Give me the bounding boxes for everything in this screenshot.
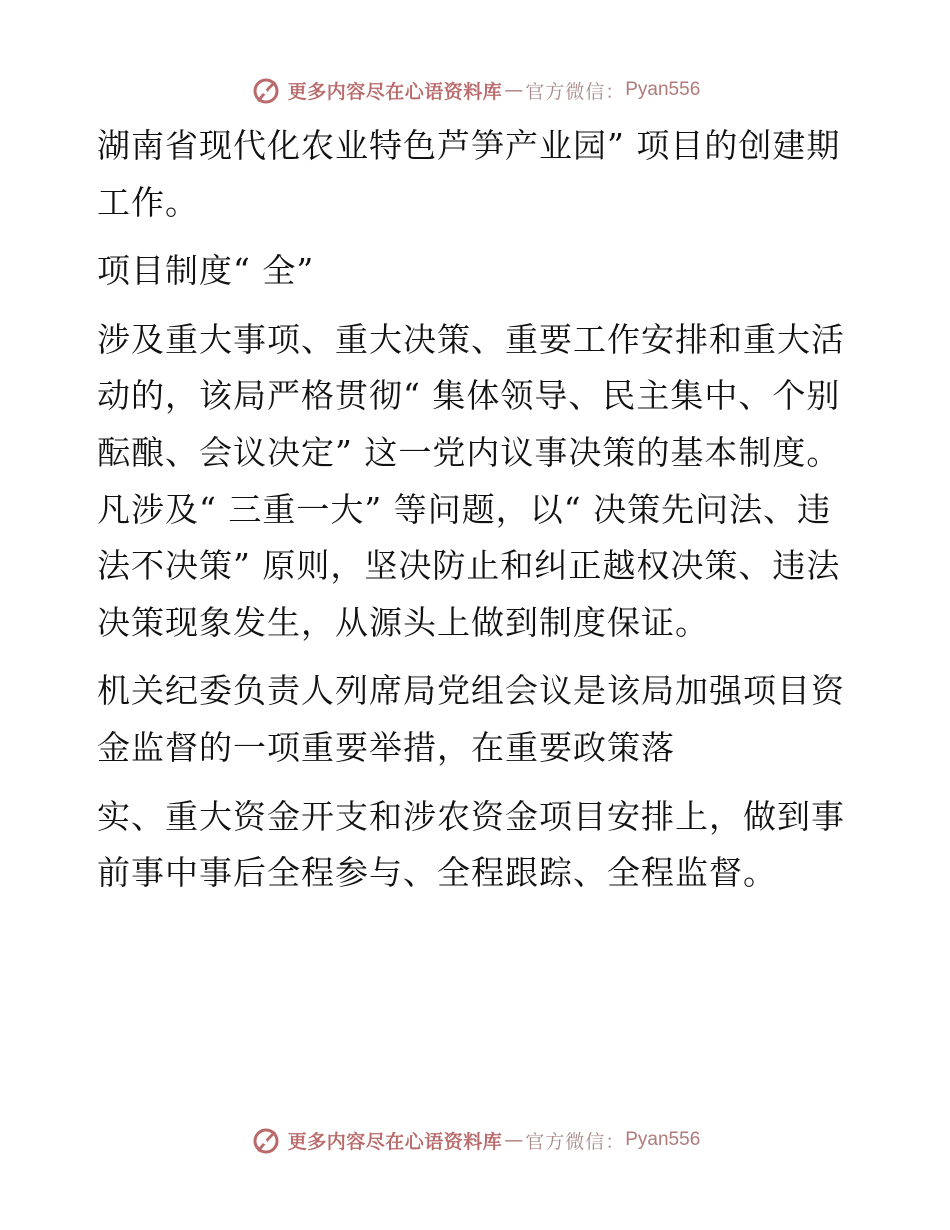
watermark-brand: 更多内容尽在心语资料库 (287, 1130, 503, 1153)
watermark-dash: — (504, 1129, 524, 1151)
paragraph: 项目制度“ 全” (97, 251, 315, 291)
paragraph: 实、重大资金开支和涉农资金项目安排上，做到事前事中事后全程参与、全程跟踪、全程监督。 (97, 796, 845, 893)
paragraph: 机关纪委负责人列席局党组会议是该局加强项目资金监督的一项重要举措，在重要政策落 (97, 671, 845, 767)
pen-nib-logo-icon (250, 74, 282, 106)
watermark-footer (0, 1122, 950, 1158)
watermark-wechat-id: Pyan556 (625, 79, 701, 100)
watermark-brand: 更多内容尽在心语资料库 (287, 80, 503, 103)
watermark-header (0, 72, 950, 108)
paragraph: 湖南省现代化农业特色芦笋产业园” 项目的创建期工作。 (97, 126, 841, 222)
document-body (97, 118, 857, 902)
watermark-dash: — (504, 79, 524, 101)
watermark-wechat-id: Pyan556 (625, 1129, 701, 1150)
pen-nib-logo-icon (250, 1124, 282, 1156)
watermark-wechat-label: 官方微信： (525, 1130, 626, 1153)
paragraph: 涉及重大事项、重大决策、重要工作安排和重大活动的，该局严格贯彻“ 集体领导、民主集中、个别酝酿、会议决定” 这一党内议事决策的基本制度。凡涉及“ 三重一大” 等问题，以“ 决策先问法、违法不决策” 原则，坚决防止和纠正越权决策、违法决策现象发生，从源头上做到制度保证。 (97, 319, 845, 642)
watermark-wechat-label: 官方微信： (525, 80, 626, 103)
